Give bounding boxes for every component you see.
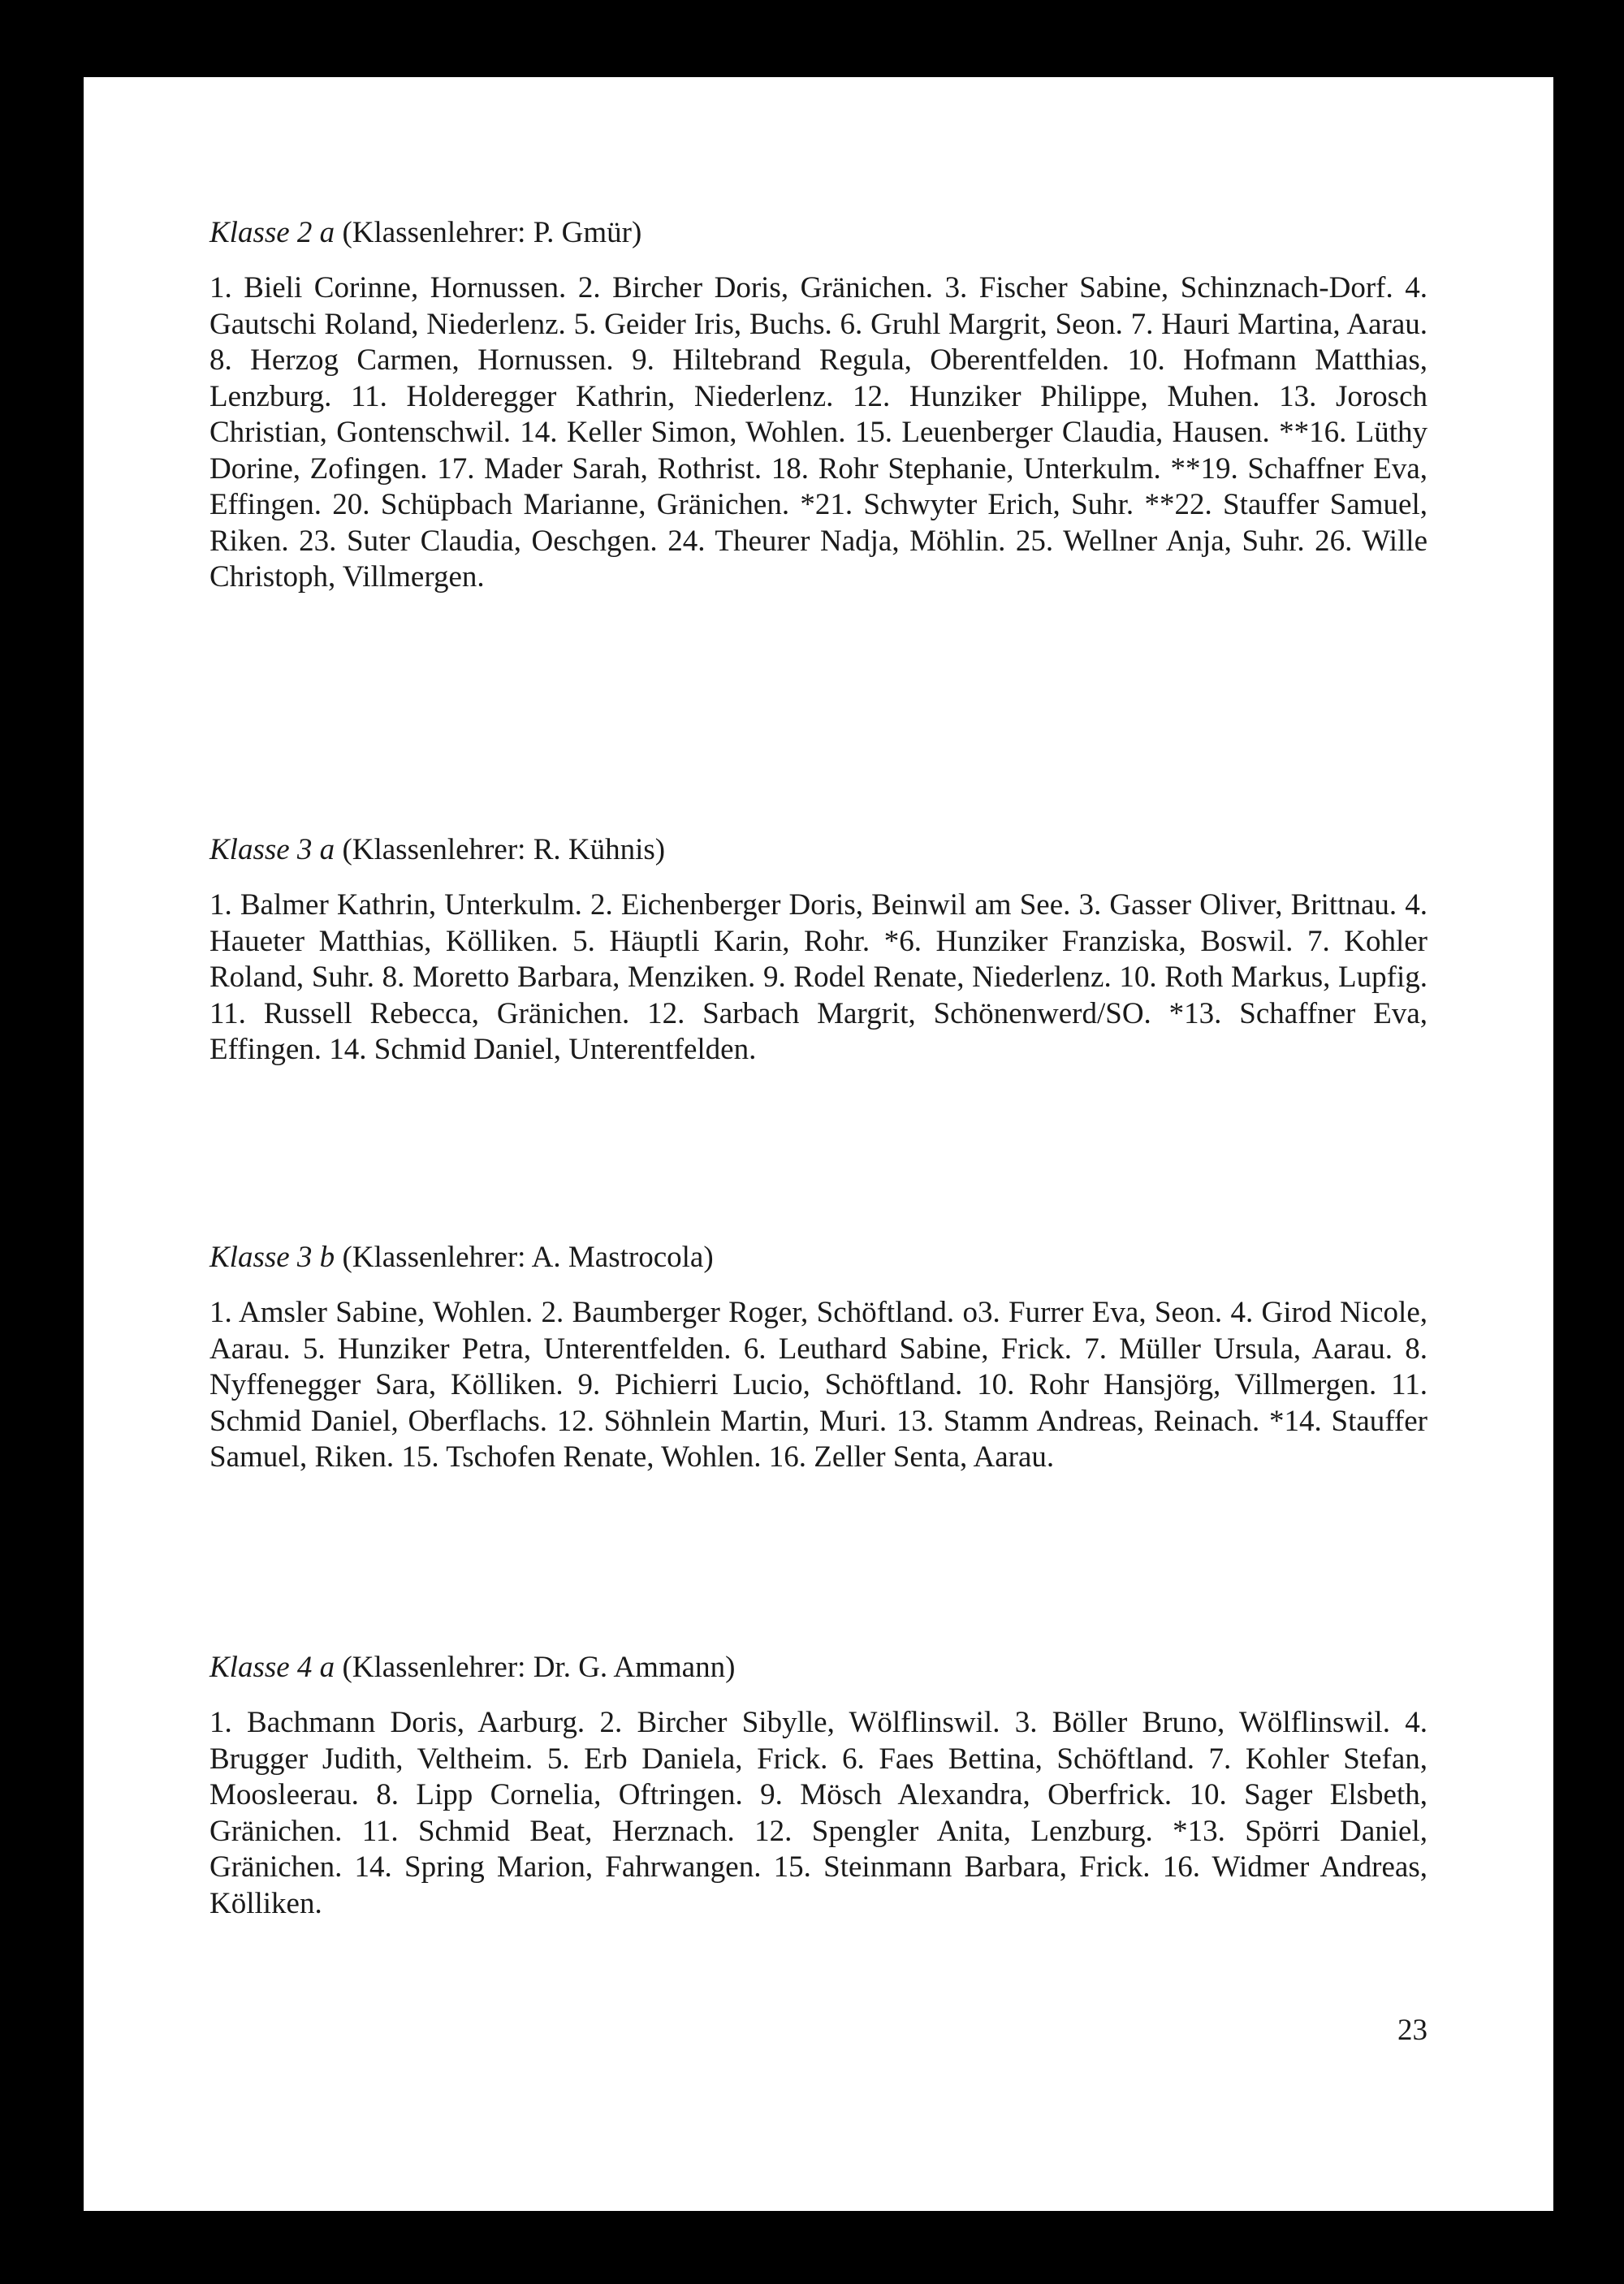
class-teacher: (Klassenlehrer: P. Gmür) [342,216,642,249]
class-name: Klasse 3 a [209,833,335,866]
section-heading [209,1650,1427,1686]
section-heading [209,215,1427,251]
class-teacher: (Klassenlehrer: Dr. G. Ammann) [342,1651,736,1684]
class-section-3b [209,1240,1427,1476]
class-section-4a [209,1650,1427,1922]
class-section-3a [209,832,1427,1069]
class-teacher: (Klassenlehrer: A. Mastrocola) [342,1241,714,1274]
class-section-2a [209,215,1427,596]
section-heading [209,1240,1427,1276]
student-list: 1. Balmer Kathrin, Unterkulm. 2. Eichenberger Doris, Beinwil am See. 3. Gasser Oliver, Brittnau. 4. Haueter Matthias, Kölliken. 5. Häuptli Karin, Rohr. *6. Hunziker Franziska, Boswil. 7. Kohler Roland, Suhr. 8. Moretto Barbara, Menziken. 9. Rodel Renate, Niederlenz. 10. Roth Markus, Lupfig. 11. Russell Rebecca, Gränichen. 12. Sarbach Margrit, Schönenwerd/SO. *13. Schaffner Eva, Effingen. 14. Schmid Daniel, Unterentfelden. [209,888,1427,1066]
class-name: Klasse 3 b [209,1241,335,1274]
class-teacher: (Klassenlehrer: R. Kühnis) [342,833,666,866]
section-heading [209,832,1427,868]
document-page [84,77,1553,2211]
class-name: Klasse 2 a [209,216,335,249]
student-list: 1. Amsler Sabine, Wohlen. 2. Baumberger Roger, Schöftland. o3. Furrer Eva, Seon. 4. Girod Nicole, Aarau. 5. Hunziker Petra, Unterentfelden. 6. Leuthard Sabine, Frick. 7. Müller Ursula, Aarau. 8. Nyffenegger Sara, Kölliken. 9. Pichierri Lucio, Schöftland. 10. Rohr Hansjörg, Villmergen. 11. Schmid Daniel, Oberflachs. 12. Söhnlein Martin, Muri. 13. Stamm Andreas, Reinach. *14. Stauffer Samuel, Riken. 15. Tschofen Renate, Wohlen. 16. Zeller Senta, Aarau. [209,1296,1427,1474]
class-name: Klasse 4 a [209,1651,335,1684]
student-list: 1. Bachmann Doris, Aarburg. 2. Bircher Sibylle, Wölflinswil. 3. Böller Bruno, Wölflinswil. 4. Brugger Judith, Veltheim. 5. Erb Daniela, Frick. 6. Faes Bettina, Schöftland. 7. Kohler Stefan, Moosleerau. 8. Lipp Cornelia, Oftringen. 9. Mösch Alexandra, Oberfrick. 10. Sager Elsbeth, Gränichen. 11. Schmid Beat, Herznach. 12. Spengler Anita, Lenzburg. *13. Spörri Daniel, Gränichen. 14. Spring Marion, Fahrwangen. 15. Steinmann Barbara, Frick. 16. Widmer Andreas, Kölliken. [209,1706,1427,1920]
student-list: 1. Bieli Corinne, Hornussen. 2. Bircher Doris, Gränichen. 3. Fischer Sabine, Schinznach-Dorf. 4. Gautschi Roland, Niederlenz. 5. Geider Iris, Buchs. 6. Gruhl Margrit, Seon. 7. Hauri Martina, Aarau. 8. Herzog Carmen, Hornussen. 9. Hiltebrand Regula, Oberentfelden. 10. Hofmann Matthias, Lenzburg. 11. Holderegger Kathrin, Niederlenz. 12. Hunziker Philippe, Muhen. 13. Jorosch Christian, Gontenschwil. 14. Keller Simon, Wohlen. 15. Leuenberger Claudia, Hausen. **16. Lüthy Dorine, Zofingen. 17. Mader Sarah, Rothrist. 18. Rohr Stephanie, Unterkulm. **19. Schaffner Eva, Effingen. 20. Schüpbach Marianne, Gränichen. *21. Schwyter Erich, Suhr. **22. Stauffer Samuel, Riken. 23. Suter Claudia, Oeschgen. 24. Theurer Nadja, Möhlin. 25. Wellner Anja, Suhr. 26. Wille Christoph, Villmergen. [209,271,1427,594]
page-number: 23 [1397,2014,1427,2047]
